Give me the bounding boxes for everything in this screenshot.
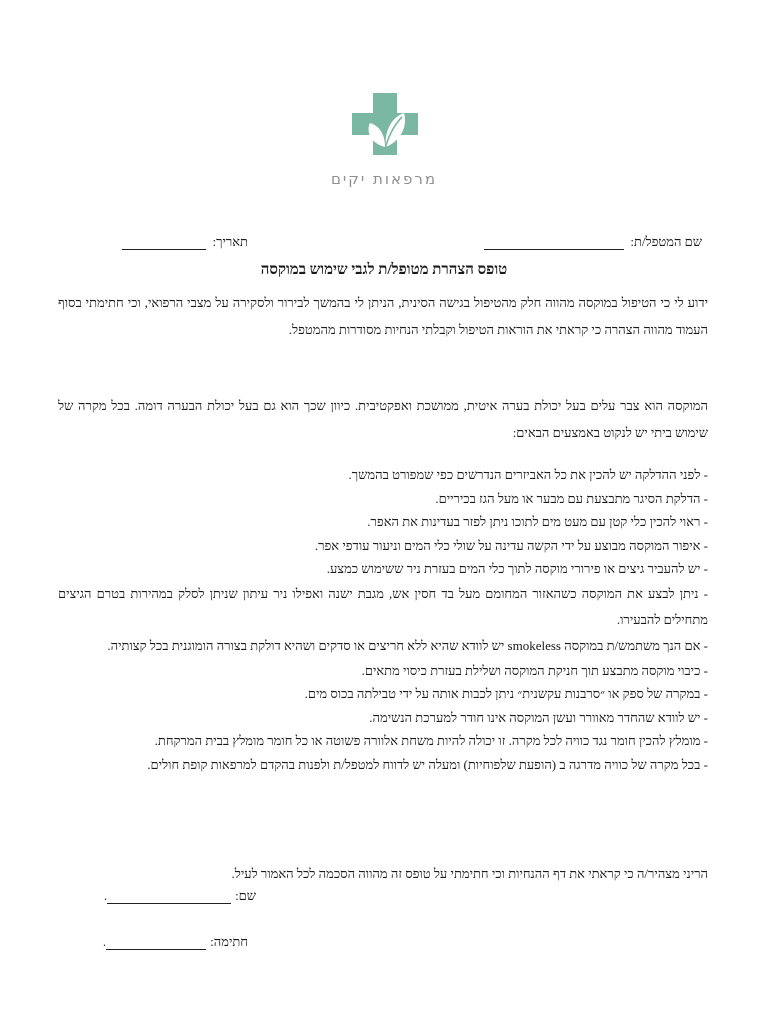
brand-name: מרפאות יקים: [330, 170, 438, 188]
instruction-item: - יש להעביר גיצים או פירורי מוקסה לתוך כלי המים בעזרת ניר ששימוש כמצע.: [326, 561, 708, 576]
intro-section: [58, 289, 708, 343]
instruction-item: - ראוי להכין כלי קטן עם מעט מים לתוכו ניתן לפזר בעדינות את האפר.: [367, 514, 708, 529]
instructions-section: [58, 463, 708, 776]
instruction-item: - כיבוי מוקסה מתבצע תוך חניקת המוקסה ושלילת בעזרת כיסוי מתאים.: [361, 662, 708, 678]
closing-section: [58, 860, 708, 887]
signer-name-field[interactable]: [104, 888, 256, 904]
document-title: טופס הצהרת מטופל/ת לגבי שימוש במוקסה: [260, 262, 508, 278]
signer-name-line[interactable]: [107, 891, 231, 904]
instruction-item: - בכל מקרה של כוויה מדרגה ב (הופעת שלפוחיות) ומעלה יש לדווח למטפל/ת ולפנות בהקדם למרפאות קופת חולים.: [147, 756, 708, 772]
patient-name-label: שם המטפל/ת:: [630, 234, 702, 249]
clinic-logo-cross-leaf-icon: [352, 93, 418, 155]
signer-name-label: שם:: [235, 888, 256, 903]
signature-end-mark: .: [102, 934, 107, 949]
instructions-list: [58, 463, 708, 776]
instruction-item: - אם הנך משתמש/ת במוקסה smokeless יש לוודא שהיא ללא חריצים או סדקים ושהיא דולקת בצורה הומוגנית בכל קצותיה.: [107, 637, 708, 653]
patient-name-line[interactable]: [484, 237, 624, 250]
patient-name-field[interactable]: [484, 234, 702, 250]
instruction-item: - יש לוודא שהחדר מאוורר ועשן המוקסה אינו חודר למערכת הנשימה.: [369, 709, 708, 725]
instruction-item: - לפני ההדלקה יש להכין את כל האביזרים הנדרשים כפי שמפורט בהמשך.: [348, 467, 708, 482]
instruction-item: - ניתן לבצע את המוקסה כשהאזור המחומם מעל בד חסין אש, מגבת ישנה ואפילו ניר עיתון שניתן לסלק במהירות בטרם הגיצים מתחילים להבעירו.: [58, 585, 708, 627]
logo-cross-shape: [352, 93, 418, 155]
signature-line[interactable]: [106, 937, 206, 950]
signature-label: חתימה:: [210, 934, 248, 949]
date-line[interactable]: [122, 237, 206, 250]
instruction-item: - במקרה של ספק או ״סרבנות עקשנית״ ניתן לכבות אותה על ידי טבילתה בכוס מים.: [304, 686, 708, 701]
closing-statement: הריני מצהיר/ה כי קראתי את דף ההנחיות וכי חתימתי על טופס זה מהווה הסכמה לכל האמור לעיל.: [231, 866, 708, 881]
instruction-item: - הדלקת הסיגר מתבצעת עם מבער או מעל הגז בכיריים.: [435, 490, 708, 506]
description-paragraph: המוקסה הוא צבר עלים בעל יכולת בערה איטית, ממושכת ואפקטיבית. כיוון שכך הוא גם בעל יכולת הבערה דומה. בכל מקרה של שימוש ביתי יש לנקוט באמצעים הבאים:: [58, 398, 708, 440]
signature-field[interactable]: [103, 934, 248, 950]
instruction-item: - מומלץ להכין חומר נגד כוויה לכל מקרה. זו יכולה להיות משחת אלוורה פשוטה או כל חומר מומלץ בבית המרקחת.: [154, 733, 708, 748]
description-section: [58, 392, 708, 446]
date-label: תאריך:: [212, 234, 248, 249]
instruction-item: - איפור המוקסה מבוצע על ידי הקשה עדינה על שולי כלי המים וניעור עודפי אפר.: [314, 537, 708, 553]
date-field[interactable]: [122, 234, 248, 250]
signer-name-end-mark: .: [103, 888, 108, 903]
intro-paragraph: ידוע לי כי הטיפול במוקסה מהווה חלק מהטיפול בגישה הסינית, הניתן לי בהמשך לבירור ולסקירה על מצבי הרפואי, וכי חתימתי בסוף העמוד מהווה הצהרה כי קראתי את הוראות הטיפול וקבלתי הנחיות מסודרות מהמטפל.: [58, 295, 708, 337]
